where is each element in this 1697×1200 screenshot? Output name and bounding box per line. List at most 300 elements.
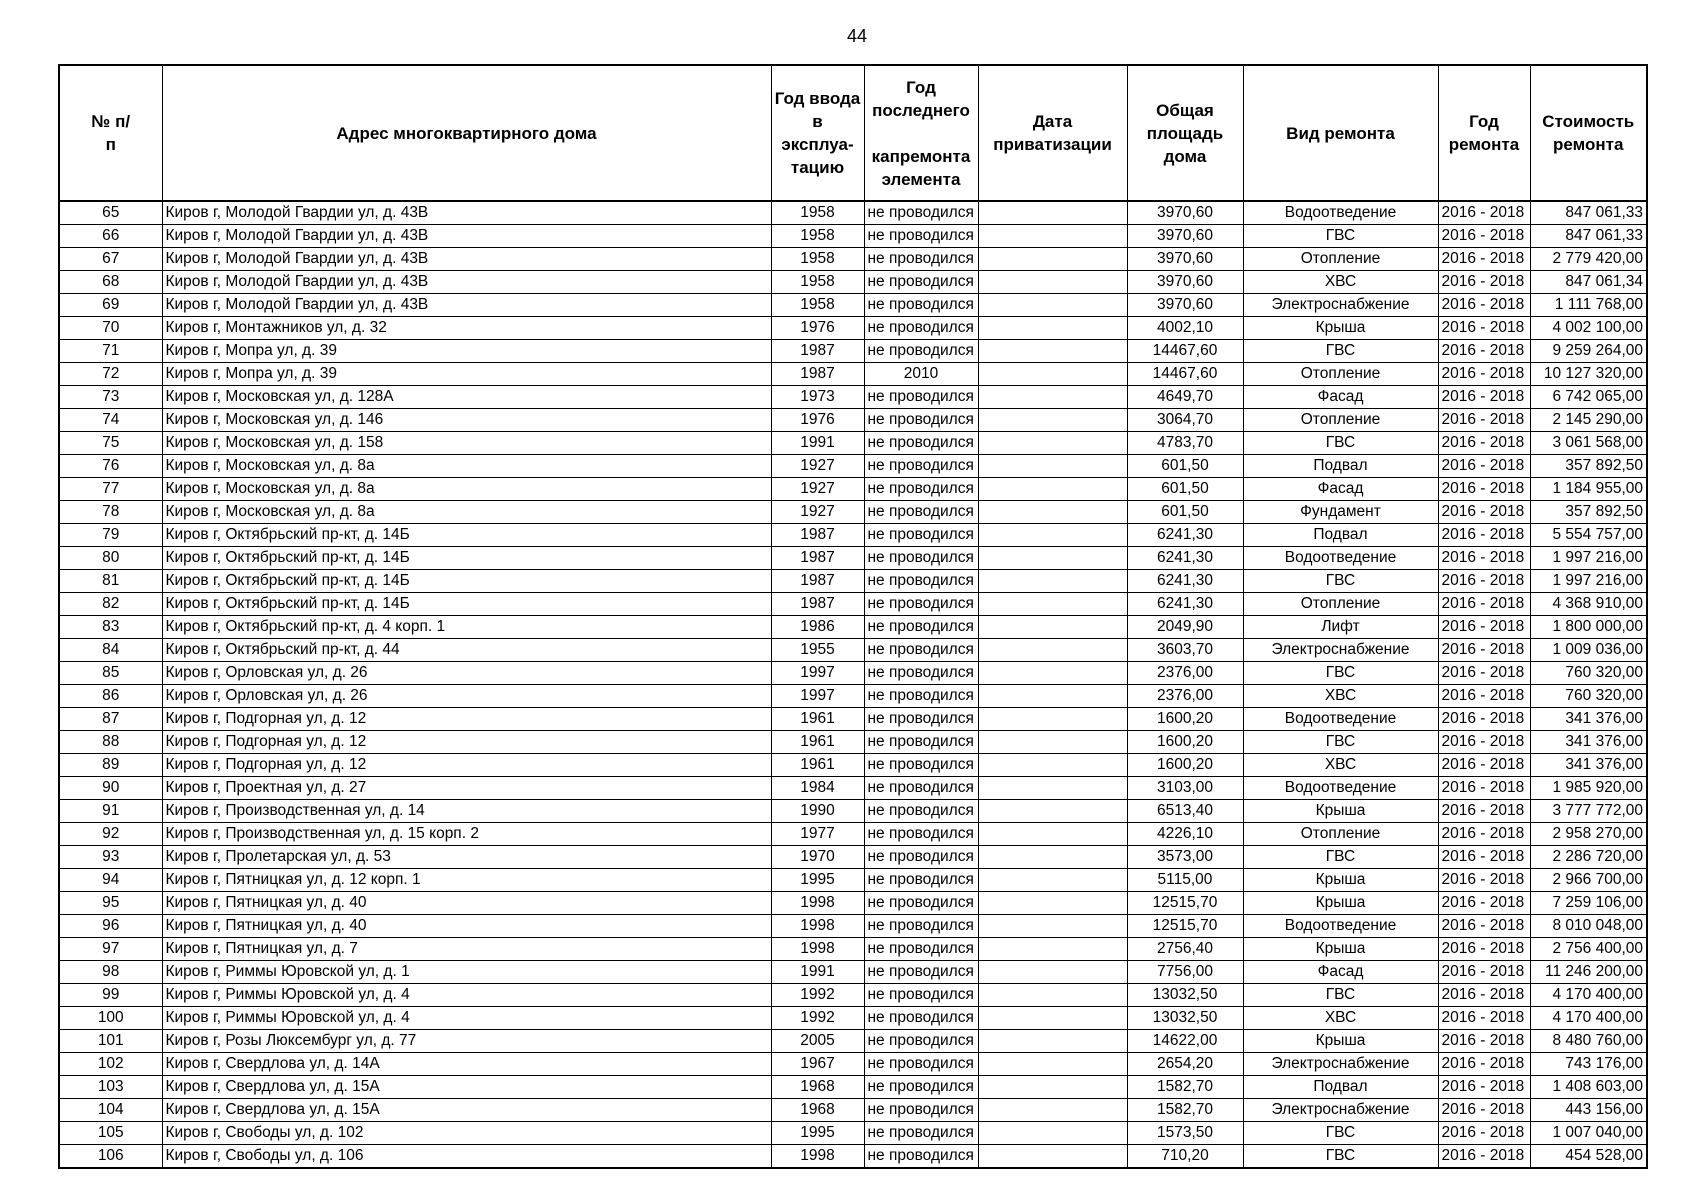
row-year-built: 1991 bbox=[771, 432, 864, 455]
row-last-repair: не проводился bbox=[864, 317, 978, 340]
row-privatization-date bbox=[978, 1007, 1127, 1030]
row-address: Киров г, Московская ул, д. 128А bbox=[162, 386, 771, 409]
row-address: Киров г, Свердлова ул, д. 15А bbox=[162, 1076, 771, 1099]
row-repair-cost: 3 061 568,00 bbox=[1530, 432, 1647, 455]
row-repair-cost: 341 376,00 bbox=[1530, 708, 1647, 731]
row-year-built: 1986 bbox=[771, 616, 864, 639]
header-privatization: Дата приватизации bbox=[978, 65, 1127, 201]
row-privatization-date bbox=[978, 708, 1127, 731]
row-privatization-date bbox=[978, 869, 1127, 892]
table-row bbox=[59, 685, 1647, 708]
row-last-repair: не проводился bbox=[864, 662, 978, 685]
row-privatization-date bbox=[978, 1145, 1127, 1169]
row-number: 69 bbox=[59, 294, 162, 317]
row-total-area: 13032,50 bbox=[1127, 984, 1243, 1007]
row-repair-cost: 847 061,33 bbox=[1530, 201, 1647, 225]
row-repair-cost: 1 997 216,00 bbox=[1530, 570, 1647, 593]
row-repair-period: 2016 - 2018 bbox=[1438, 846, 1530, 869]
row-number: 85 bbox=[59, 662, 162, 685]
row-last-repair: не проводился bbox=[864, 201, 978, 225]
row-address: Киров г, Подгорная ул, д. 12 bbox=[162, 754, 771, 777]
row-repair-period: 2016 - 2018 bbox=[1438, 777, 1530, 800]
row-total-area: 4783,70 bbox=[1127, 432, 1243, 455]
row-repair-kind: Водоотведение bbox=[1243, 201, 1438, 225]
table-row bbox=[59, 340, 1647, 363]
row-total-area: 3970,60 bbox=[1127, 294, 1243, 317]
row-total-area: 601,50 bbox=[1127, 455, 1243, 478]
row-repair-kind: Водоотведение bbox=[1243, 915, 1438, 938]
table-row bbox=[59, 593, 1647, 616]
row-last-repair: не проводился bbox=[864, 1030, 978, 1053]
row-total-area: 14467,60 bbox=[1127, 340, 1243, 363]
row-address: Киров г, Пролетарская ул, д. 53 bbox=[162, 846, 771, 869]
row-repair-cost: 847 061,33 bbox=[1530, 225, 1647, 248]
row-address: Киров г, Октябрьский пр-кт, д. 14Б bbox=[162, 593, 771, 616]
row-total-area: 3103,00 bbox=[1127, 777, 1243, 800]
row-address: Киров г, Московская ул, д. 8а bbox=[162, 501, 771, 524]
header-repair-kind: Вид ремонта bbox=[1243, 65, 1438, 201]
table-row bbox=[59, 915, 1647, 938]
row-last-repair: не проводился bbox=[864, 984, 978, 1007]
row-repair-kind: Отопление bbox=[1243, 363, 1438, 386]
header-address: Адрес многоквартирного дома bbox=[162, 65, 771, 201]
row-repair-cost: 760 320,00 bbox=[1530, 685, 1647, 708]
row-year-built: 1987 bbox=[771, 363, 864, 386]
row-repair-cost: 2 756 400,00 bbox=[1530, 938, 1647, 961]
row-total-area: 1582,70 bbox=[1127, 1076, 1243, 1099]
row-number: 65 bbox=[59, 201, 162, 225]
table-row bbox=[59, 639, 1647, 662]
row-privatization-date bbox=[978, 501, 1127, 524]
row-total-area: 3603,70 bbox=[1127, 639, 1243, 662]
row-repair-period: 2016 - 2018 bbox=[1438, 294, 1530, 317]
row-year-built: 1977 bbox=[771, 823, 864, 846]
row-address: Киров г, Свердлова ул, д. 15А bbox=[162, 1099, 771, 1122]
row-repair-period: 2016 - 2018 bbox=[1438, 593, 1530, 616]
row-privatization-date bbox=[978, 754, 1127, 777]
row-repair-period: 2016 - 2018 bbox=[1438, 662, 1530, 685]
row-year-built: 1970 bbox=[771, 846, 864, 869]
row-repair-period: 2016 - 2018 bbox=[1438, 386, 1530, 409]
row-repair-kind: ГВС bbox=[1243, 225, 1438, 248]
row-last-repair: не проводился bbox=[864, 478, 978, 501]
row-repair-period: 2016 - 2018 bbox=[1438, 823, 1530, 846]
row-last-repair: не проводился bbox=[864, 294, 978, 317]
row-repair-cost: 1 985 920,00 bbox=[1530, 777, 1647, 800]
row-number: 79 bbox=[59, 524, 162, 547]
row-year-built: 1995 bbox=[771, 869, 864, 892]
table-row bbox=[59, 754, 1647, 777]
row-total-area: 2049,90 bbox=[1127, 616, 1243, 639]
row-privatization-date bbox=[978, 823, 1127, 846]
row-total-area: 2654,20 bbox=[1127, 1053, 1243, 1076]
row-last-repair: не проводился bbox=[864, 892, 978, 915]
row-number: 94 bbox=[59, 869, 162, 892]
row-repair-cost: 8 010 048,00 bbox=[1530, 915, 1647, 938]
row-privatization-date bbox=[978, 1122, 1127, 1145]
row-number: 75 bbox=[59, 432, 162, 455]
row-repair-kind: Подвал bbox=[1243, 1076, 1438, 1099]
row-address: Киров г, Молодой Гвардии ул, д. 43В bbox=[162, 271, 771, 294]
row-privatization-date bbox=[978, 639, 1127, 662]
row-last-repair: не проводился bbox=[864, 1053, 978, 1076]
row-address: Киров г, Проектная ул, д. 27 bbox=[162, 777, 771, 800]
row-year-built: 1992 bbox=[771, 1007, 864, 1030]
row-repair-cost: 1 408 603,00 bbox=[1530, 1076, 1647, 1099]
row-year-built: 1998 bbox=[771, 892, 864, 915]
row-repair-kind: Фасад bbox=[1243, 478, 1438, 501]
row-repair-cost: 5 554 757,00 bbox=[1530, 524, 1647, 547]
row-repair-cost: 743 176,00 bbox=[1530, 1053, 1647, 1076]
row-repair-period: 2016 - 2018 bbox=[1438, 984, 1530, 1007]
row-last-repair: не проводился bbox=[864, 616, 978, 639]
row-privatization-date bbox=[978, 225, 1127, 248]
row-address: Киров г, Московская ул, д. 146 bbox=[162, 409, 771, 432]
row-year-built: 1961 bbox=[771, 731, 864, 754]
row-total-area: 2756,40 bbox=[1127, 938, 1243, 961]
row-total-area: 601,50 bbox=[1127, 478, 1243, 501]
row-address: Киров г, Свободы ул, д. 106 bbox=[162, 1145, 771, 1169]
row-year-built: 1987 bbox=[771, 340, 864, 363]
row-number: 72 bbox=[59, 363, 162, 386]
row-repair-period: 2016 - 2018 bbox=[1438, 340, 1530, 363]
row-year-built: 1987 bbox=[771, 547, 864, 570]
row-repair-kind: Лифт bbox=[1243, 616, 1438, 639]
row-year-built: 1961 bbox=[771, 708, 864, 731]
row-address: Киров г, Подгорная ул, д. 12 bbox=[162, 731, 771, 754]
row-repair-kind: Водоотведение bbox=[1243, 547, 1438, 570]
row-repair-cost: 341 376,00 bbox=[1530, 754, 1647, 777]
row-address: Киров г, Московская ул, д. 8а bbox=[162, 455, 771, 478]
row-repair-period: 2016 - 2018 bbox=[1438, 501, 1530, 524]
table-row bbox=[59, 455, 1647, 478]
row-year-built: 1984 bbox=[771, 777, 864, 800]
row-repair-period: 2016 - 2018 bbox=[1438, 478, 1530, 501]
row-repair-period: 2016 - 2018 bbox=[1438, 915, 1530, 938]
row-address: Киров г, Молодой Гвардии ул, д. 43В bbox=[162, 248, 771, 271]
row-address: Киров г, Октябрьский пр-кт, д. 14Б bbox=[162, 570, 771, 593]
row-year-built: 1955 bbox=[771, 639, 864, 662]
row-repair-cost: 8 480 760,00 bbox=[1530, 1030, 1647, 1053]
table-body bbox=[59, 201, 1647, 1168]
row-repair-period: 2016 - 2018 bbox=[1438, 869, 1530, 892]
row-year-built: 1968 bbox=[771, 1076, 864, 1099]
row-repair-period: 2016 - 2018 bbox=[1438, 1122, 1530, 1145]
row-last-repair: не проводился bbox=[864, 639, 978, 662]
row-repair-cost: 1 184 955,00 bbox=[1530, 478, 1647, 501]
row-total-area: 14467,60 bbox=[1127, 363, 1243, 386]
row-total-area: 1573,50 bbox=[1127, 1122, 1243, 1145]
row-privatization-date bbox=[978, 432, 1127, 455]
row-year-built: 1987 bbox=[771, 524, 864, 547]
row-privatization-date bbox=[978, 317, 1127, 340]
row-repair-cost: 6 742 065,00 bbox=[1530, 386, 1647, 409]
row-repair-cost: 1 997 216,00 bbox=[1530, 547, 1647, 570]
row-repair-kind: Электроснабжение bbox=[1243, 639, 1438, 662]
row-last-repair: не проводился bbox=[864, 524, 978, 547]
row-repair-cost: 4 002 100,00 bbox=[1530, 317, 1647, 340]
row-repair-kind: ХВС bbox=[1243, 685, 1438, 708]
row-address: Киров г, Риммы Юровской ул, д. 1 bbox=[162, 961, 771, 984]
row-total-area: 3970,60 bbox=[1127, 201, 1243, 225]
row-repair-kind: ХВС bbox=[1243, 754, 1438, 777]
row-privatization-date bbox=[978, 1076, 1127, 1099]
row-total-area: 3970,60 bbox=[1127, 271, 1243, 294]
row-number: 92 bbox=[59, 823, 162, 846]
row-repair-kind: Фундамент bbox=[1243, 501, 1438, 524]
row-number: 73 bbox=[59, 386, 162, 409]
table-row bbox=[59, 386, 1647, 409]
row-repair-period: 2016 - 2018 bbox=[1438, 892, 1530, 915]
table-row bbox=[59, 317, 1647, 340]
row-address: Киров г, Производственная ул, д. 15 корп. 2 bbox=[162, 823, 771, 846]
row-repair-cost: 9 259 264,00 bbox=[1530, 340, 1647, 363]
row-last-repair: не проводился bbox=[864, 777, 978, 800]
row-address: Киров г, Молодой Гвардии ул, д. 43В bbox=[162, 225, 771, 248]
row-repair-period: 2016 - 2018 bbox=[1438, 1076, 1530, 1099]
row-privatization-date bbox=[978, 201, 1127, 225]
row-repair-period: 2016 - 2018 bbox=[1438, 1007, 1530, 1030]
row-last-repair: не проводился bbox=[864, 271, 978, 294]
row-total-area: 3573,00 bbox=[1127, 846, 1243, 869]
row-total-area: 14622,00 bbox=[1127, 1030, 1243, 1053]
row-privatization-date bbox=[978, 271, 1127, 294]
row-total-area: 12515,70 bbox=[1127, 915, 1243, 938]
table-row bbox=[59, 524, 1647, 547]
row-number: 83 bbox=[59, 616, 162, 639]
row-number: 93 bbox=[59, 846, 162, 869]
row-repair-kind: ГВС bbox=[1243, 1145, 1438, 1169]
row-repair-cost: 1 009 036,00 bbox=[1530, 639, 1647, 662]
row-total-area: 601,50 bbox=[1127, 501, 1243, 524]
row-repair-period: 2016 - 2018 bbox=[1438, 639, 1530, 662]
row-address: Киров г, Производственная ул, д. 14 bbox=[162, 800, 771, 823]
row-repair-kind: Фасад bbox=[1243, 961, 1438, 984]
row-last-repair: не проводился bbox=[864, 800, 978, 823]
row-total-area: 4226,10 bbox=[1127, 823, 1243, 846]
row-privatization-date bbox=[978, 294, 1127, 317]
row-year-built: 1958 bbox=[771, 225, 864, 248]
header-num: № п/п bbox=[59, 65, 162, 201]
row-address: Киров г, Октябрьский пр-кт, д. 4 корп. 1 bbox=[162, 616, 771, 639]
row-repair-kind: ГВС bbox=[1243, 846, 1438, 869]
row-year-built: 1995 bbox=[771, 1122, 864, 1145]
row-number: 91 bbox=[59, 800, 162, 823]
row-total-area: 6241,30 bbox=[1127, 593, 1243, 616]
row-total-area: 1582,70 bbox=[1127, 1099, 1243, 1122]
row-repair-cost: 4 170 400,00 bbox=[1530, 984, 1647, 1007]
row-number: 76 bbox=[59, 455, 162, 478]
row-number: 106 bbox=[59, 1145, 162, 1169]
row-privatization-date bbox=[978, 846, 1127, 869]
row-repair-period: 2016 - 2018 bbox=[1438, 754, 1530, 777]
table-row bbox=[59, 800, 1647, 823]
row-last-repair: не проводился bbox=[864, 846, 978, 869]
row-repair-period: 2016 - 2018 bbox=[1438, 547, 1530, 570]
row-year-built: 1992 bbox=[771, 984, 864, 1007]
row-repair-kind: ГВС bbox=[1243, 340, 1438, 363]
row-repair-cost: 4 368 910,00 bbox=[1530, 593, 1647, 616]
row-repair-kind: ГВС bbox=[1243, 662, 1438, 685]
row-total-area: 4002,10 bbox=[1127, 317, 1243, 340]
row-address: Киров г, Московская ул, д. 158 bbox=[162, 432, 771, 455]
row-number: 78 bbox=[59, 501, 162, 524]
row-repair-cost: 1 800 000,00 bbox=[1530, 616, 1647, 639]
table-row bbox=[59, 892, 1647, 915]
row-last-repair: не проводился bbox=[864, 938, 978, 961]
row-year-built: 1987 bbox=[771, 593, 864, 616]
row-privatization-date bbox=[978, 915, 1127, 938]
row-year-built: 1991 bbox=[771, 961, 864, 984]
row-repair-kind: Крыша bbox=[1243, 869, 1438, 892]
row-total-area: 2376,00 bbox=[1127, 685, 1243, 708]
table-row bbox=[59, 501, 1647, 524]
row-address: Киров г, Риммы Юровской ул, д. 4 bbox=[162, 1007, 771, 1030]
row-year-built: 1958 bbox=[771, 294, 864, 317]
table-row bbox=[59, 271, 1647, 294]
row-address: Киров г, Свердлова ул, д. 14А bbox=[162, 1053, 771, 1076]
table-row bbox=[59, 225, 1647, 248]
row-repair-cost: 341 376,00 bbox=[1530, 731, 1647, 754]
row-repair-cost: 760 320,00 bbox=[1530, 662, 1647, 685]
row-last-repair: не проводился bbox=[864, 547, 978, 570]
row-number: 89 bbox=[59, 754, 162, 777]
row-repair-kind: Водоотведение bbox=[1243, 708, 1438, 731]
row-repair-period: 2016 - 2018 bbox=[1438, 1099, 1530, 1122]
row-repair-cost: 1 111 768,00 bbox=[1530, 294, 1647, 317]
row-number: 90 bbox=[59, 777, 162, 800]
row-year-built: 1958 bbox=[771, 248, 864, 271]
row-year-built: 1927 bbox=[771, 478, 864, 501]
row-number: 86 bbox=[59, 685, 162, 708]
row-repair-cost: 3 777 772,00 bbox=[1530, 800, 1647, 823]
row-repair-cost: 10 127 320,00 bbox=[1530, 363, 1647, 386]
row-repair-cost: 454 528,00 bbox=[1530, 1145, 1647, 1169]
row-last-repair: не проводился bbox=[864, 248, 978, 271]
row-last-repair: не проводился bbox=[864, 1099, 978, 1122]
row-privatization-date bbox=[978, 892, 1127, 915]
row-repair-cost: 2 966 700,00 bbox=[1530, 869, 1647, 892]
row-number: 102 bbox=[59, 1053, 162, 1076]
table-row bbox=[59, 363, 1647, 386]
row-repair-period: 2016 - 2018 bbox=[1438, 201, 1530, 225]
row-year-built: 1998 bbox=[771, 915, 864, 938]
row-address: Киров г, Мопра ул, д. 39 bbox=[162, 340, 771, 363]
row-address: Киров г, Орловская ул, д. 26 bbox=[162, 662, 771, 685]
row-total-area: 1600,20 bbox=[1127, 708, 1243, 731]
row-privatization-date bbox=[978, 340, 1127, 363]
row-total-area: 3064,70 bbox=[1127, 409, 1243, 432]
row-repair-kind: Отопление bbox=[1243, 248, 1438, 271]
row-privatization-date bbox=[978, 409, 1127, 432]
row-repair-period: 2016 - 2018 bbox=[1438, 317, 1530, 340]
row-total-area: 2376,00 bbox=[1127, 662, 1243, 685]
table-row bbox=[59, 201, 1647, 225]
table-row bbox=[59, 662, 1647, 685]
row-repair-kind: Крыша bbox=[1243, 938, 1438, 961]
row-repair-period: 2016 - 2018 bbox=[1438, 1030, 1530, 1053]
row-repair-kind: Подвал bbox=[1243, 455, 1438, 478]
row-privatization-date bbox=[978, 547, 1127, 570]
row-last-repair: не проводился bbox=[864, 432, 978, 455]
row-number: 100 bbox=[59, 1007, 162, 1030]
row-number: 101 bbox=[59, 1030, 162, 1053]
row-repair-period: 2016 - 2018 bbox=[1438, 225, 1530, 248]
row-address: Киров г, Пятницкая ул, д. 12 корп. 1 bbox=[162, 869, 771, 892]
row-address: Киров г, Октябрьский пр-кт, д. 14Б bbox=[162, 524, 771, 547]
row-last-repair: не проводился bbox=[864, 225, 978, 248]
row-total-area: 6241,30 bbox=[1127, 547, 1243, 570]
row-number: 81 bbox=[59, 570, 162, 593]
table-row bbox=[59, 616, 1647, 639]
row-year-built: 1987 bbox=[771, 570, 864, 593]
header-cost: Стоимость ремонта bbox=[1530, 65, 1647, 201]
row-repair-kind: Крыша bbox=[1243, 800, 1438, 823]
row-last-repair: не проводился bbox=[864, 1007, 978, 1030]
table-row bbox=[59, 1076, 1647, 1099]
repair-registry-table bbox=[58, 64, 1648, 1169]
row-privatization-date bbox=[978, 248, 1127, 271]
row-privatization-date bbox=[978, 386, 1127, 409]
row-repair-kind: Электроснабжение bbox=[1243, 1053, 1438, 1076]
row-year-built: 1976 bbox=[771, 409, 864, 432]
row-repair-cost: 1 007 040,00 bbox=[1530, 1122, 1647, 1145]
row-repair-cost: 2 779 420,00 bbox=[1530, 248, 1647, 271]
row-repair-kind: ГВС bbox=[1243, 570, 1438, 593]
row-last-repair: не проводился bbox=[864, 685, 978, 708]
row-repair-cost: 2 958 270,00 bbox=[1530, 823, 1647, 846]
row-repair-kind: Электроснабжение bbox=[1243, 1099, 1438, 1122]
row-privatization-date bbox=[978, 662, 1127, 685]
table-row bbox=[59, 248, 1647, 271]
header-last-repair: Год последнего капремонта элемента bbox=[864, 65, 978, 201]
row-repair-period: 2016 - 2018 bbox=[1438, 800, 1530, 823]
row-address: Киров г, Подгорная ул, д. 12 bbox=[162, 708, 771, 731]
row-number: 105 bbox=[59, 1122, 162, 1145]
row-repair-kind: Крыша bbox=[1243, 892, 1438, 915]
row-last-repair: не проводился bbox=[864, 823, 978, 846]
row-repair-period: 2016 - 2018 bbox=[1438, 961, 1530, 984]
row-number: 103 bbox=[59, 1076, 162, 1099]
row-repair-kind: Отопление bbox=[1243, 823, 1438, 846]
row-address: Киров г, Пятницкая ул, д. 40 bbox=[162, 892, 771, 915]
row-number: 96 bbox=[59, 915, 162, 938]
row-repair-kind: ХВС bbox=[1243, 1007, 1438, 1030]
row-privatization-date bbox=[978, 731, 1127, 754]
row-total-area: 6241,30 bbox=[1127, 524, 1243, 547]
row-number: 68 bbox=[59, 271, 162, 294]
row-privatization-date bbox=[978, 570, 1127, 593]
row-year-built: 1998 bbox=[771, 1145, 864, 1169]
row-privatization-date bbox=[978, 455, 1127, 478]
row-privatization-date bbox=[978, 478, 1127, 501]
row-year-built: 1968 bbox=[771, 1099, 864, 1122]
row-address: Киров г, Молодой Гвардии ул, д. 43В bbox=[162, 294, 771, 317]
row-repair-period: 2016 - 2018 bbox=[1438, 271, 1530, 294]
table-row bbox=[59, 1007, 1647, 1030]
row-total-area: 3970,60 bbox=[1127, 248, 1243, 271]
row-address: Киров г, Молодой Гвардии ул, д. 43В bbox=[162, 201, 771, 225]
row-repair-period: 2016 - 2018 bbox=[1438, 455, 1530, 478]
header-year-built: Год ввода в эксплуа-тацию bbox=[771, 65, 864, 201]
row-number: 71 bbox=[59, 340, 162, 363]
row-total-area: 6241,30 bbox=[1127, 570, 1243, 593]
row-last-repair: не проводился bbox=[864, 501, 978, 524]
page-number: 44 bbox=[846, 26, 868, 46]
row-repair-cost: 443 156,00 bbox=[1530, 1099, 1647, 1122]
row-privatization-date bbox=[978, 1030, 1127, 1053]
row-total-area: 4649,70 bbox=[1127, 386, 1243, 409]
